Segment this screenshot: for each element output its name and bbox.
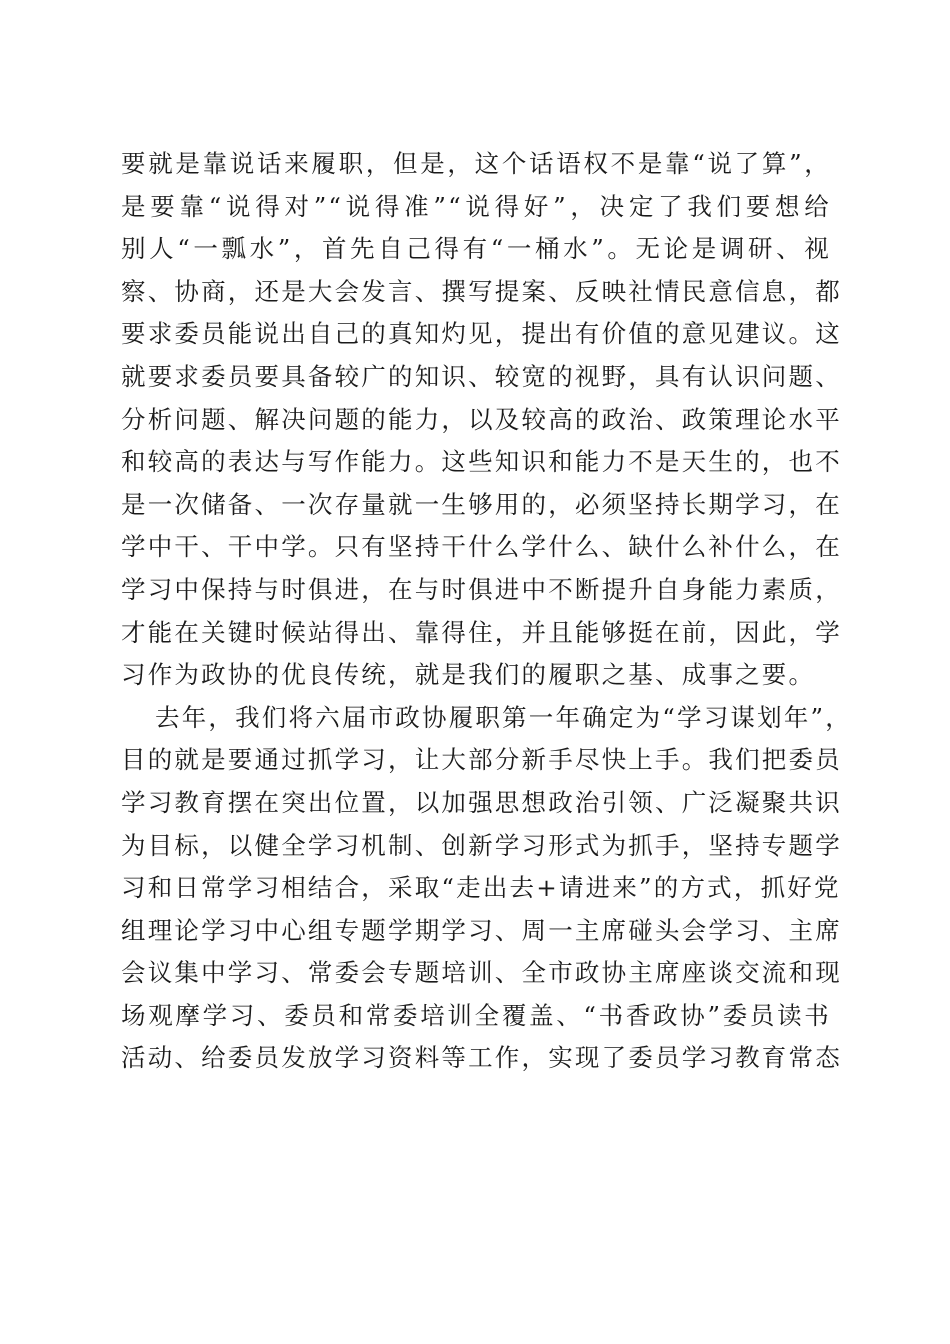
text-line: 才能在关键时候站得出、靠得住，并且能够挺在前，因此，学 [121,617,842,647]
text-line: 习和日常学习相结合，采取“走出去+请进来”的方式，抓好党 [121,873,841,903]
paragraph-1 [121,143,842,697]
text-line: 学习教育摆在突出位置，以加强思想政治引领、广泛凝聚共识 [121,787,842,817]
text-line: 要就是靠说话来履职，但是，这个话语权不是靠“说了算”， [121,149,831,178]
text-line: 别人“一瓢水”，首先自己得有“一桶水”。无论是调研、视 [121,234,831,264]
text-line: 学习中保持与时俱进，在与时俱进中不断提升自身能力素质， [121,574,842,604]
text-line: 学中干、干中学。只有坚持干什么学什么、缺什么补什么，在 [121,532,842,562]
text-line: 组理论学习中心组专题学期学习、周一主席碰头会学习、主席 [121,915,842,945]
text-line: 目的就是要通过抓学习，让大部分新手尽快上手。我们把委员 [121,745,842,775]
text-line: 就要求委员要具备较广的知识、较宽的视野，具有认识问题、 [121,361,842,391]
body-text [121,143,852,1080]
text-line: 去年，我们将六届市政协履职第一年确定为“学习谋划年”， [155,702,852,732]
text-line: 是一次储备、一次存量就一生够用的，必须坚持长期学习，在 [121,489,842,519]
paragraph-2 [121,697,852,1080]
text-line: 和较高的表达与写作能力。这些知识和能力不是天生的，也不 [121,447,842,477]
text-line: 是要靠“说得对”“说得准”“说得好”，决定了我们要想给 [121,191,831,221]
text-line: 场观摩学习、委员和常委培训全覆盖、“书香政协”委员读书 [121,1000,831,1030]
text-line: 会议集中学习、常委会专题培训、全市政协主席座谈交流和现 [121,958,842,988]
text-line: 察、协商，还是大会发言、撰写提案、反映社情民意信息，都 [121,276,842,306]
text-line: 活动、给委员发放学习资料等工作，实现了委员学习教育常态 [121,1043,842,1073]
text-line: 要求委员能说出自己的真知灼见，提出有价值的意见建议。这 [121,319,842,349]
text-line: 习作为政协的优良传统，就是我们的履职之基、成事之要。 [121,660,816,690]
text-line: 分析问题、解决问题的能力，以及较高的政治、政策理论水平 [121,404,842,434]
text-line: 为目标，以健全学习机制、创新学习形式为抓手，坚持专题学 [121,830,842,860]
